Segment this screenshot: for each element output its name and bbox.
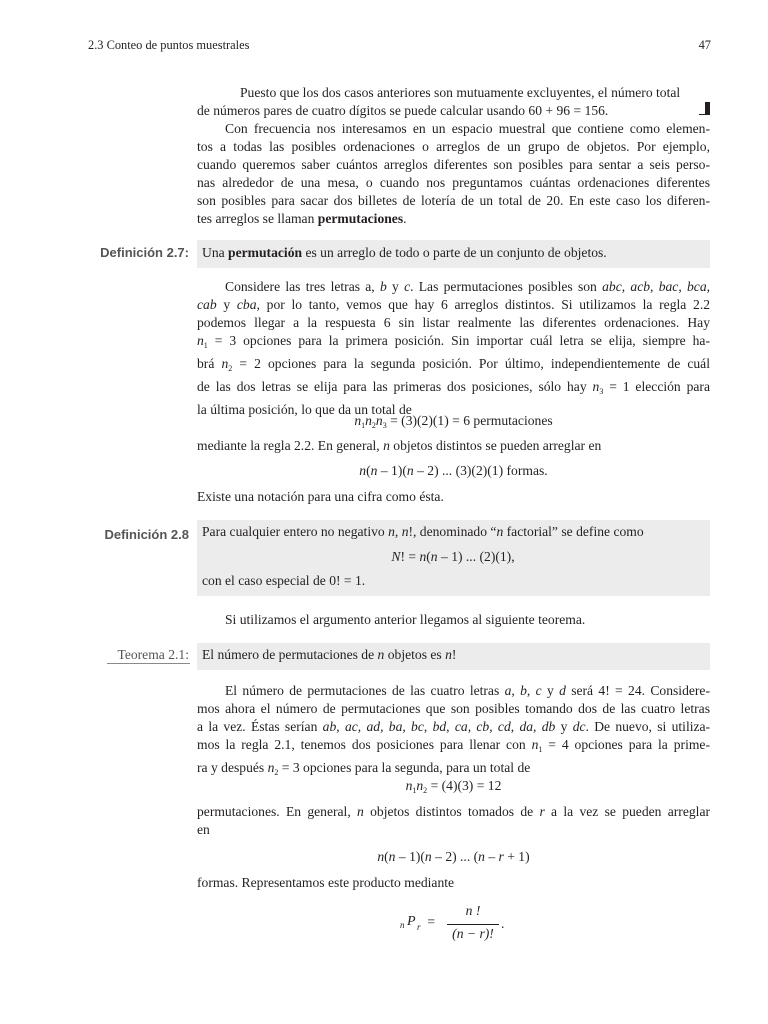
math-var: cd <box>497 719 511 734</box>
math-var: n <box>445 647 452 662</box>
math-var: c <box>404 279 411 294</box>
text-span: de las dos letras se elija para las primeras dos posiciones, sólo hay <box>197 379 593 394</box>
text-span: = (3)(2)(1) = 6 permutaciones <box>386 413 553 428</box>
paragraph-four-letters <box>197 682 710 782</box>
math-var: dc <box>572 719 586 734</box>
math-var: n <box>354 413 362 428</box>
qed-base <box>699 114 710 115</box>
math-var: n <box>416 778 424 793</box>
text-line <box>197 682 710 700</box>
text-line <box>197 210 710 228</box>
text-span: , <box>511 683 521 698</box>
subscript: 1 <box>361 421 366 430</box>
math-var: n <box>377 849 385 864</box>
math-var: db <box>541 719 556 734</box>
text-span: factorial” se define como <box>503 524 644 539</box>
paragraph-conclusion <box>197 84 710 120</box>
text-line: cuando queremos saber cuántos arreglos diferentes son posibles para sentar a seis perso- <box>197 157 710 172</box>
math-var: n <box>405 778 413 793</box>
text-span: , <box>380 719 389 734</box>
text-line <box>197 803 710 821</box>
subscript: 3 <box>382 421 387 430</box>
text-span: !, denominado “ <box>408 524 497 539</box>
math-var: n <box>424 849 432 864</box>
text-span: y <box>555 719 573 734</box>
text-span: y <box>541 683 560 698</box>
text-line: mos ahora el número de permutaciones que son posibles tomando dos de las cuatro letras <box>197 701 710 716</box>
period: . <box>501 916 505 931</box>
math-var: n <box>383 438 390 453</box>
equation-two-positions <box>197 777 710 800</box>
text-span: , <box>467 719 477 734</box>
math-var: cb <box>476 719 490 734</box>
fraction-numerator: n ! <box>465 903 481 918</box>
text-line: de números pares de cuatro dígitos se puede calcular usando 60 + 96 = 156. <box>197 103 609 118</box>
text-line: Puesto que los dos casos anteriores son mutuamente excluyentes, el número total <box>240 85 681 100</box>
subscript: 2 <box>423 786 428 795</box>
text-span: – 2) ... (3)(2)(1) formas. <box>413 463 548 478</box>
definition-box <box>197 520 710 596</box>
math-var: P <box>407 914 416 929</box>
math-var: n <box>496 524 504 539</box>
text-span: ra y después <box>197 760 268 775</box>
definition-box <box>197 240 710 268</box>
text-span: , <box>402 719 412 734</box>
equation-product <box>197 412 710 435</box>
math-var: n <box>375 413 383 428</box>
math-var: n <box>221 356 229 371</box>
math-var: ca <box>454 719 468 734</box>
text-line: Con frecuencia nos interesamos en un espacio muestral que contiene como elemen- <box>225 121 710 136</box>
text-span: , <box>489 719 498 734</box>
math-var: cba, <box>236 297 260 312</box>
text-span: y <box>386 279 405 294</box>
subscript: 2 <box>371 421 376 430</box>
fraction-denominator: (n − r)! <box>452 926 494 941</box>
text-span: , <box>423 719 433 734</box>
paragraph-represent <box>197 874 710 892</box>
equals-sign: = <box>424 914 439 929</box>
text-span: , <box>526 683 536 698</box>
text-line <box>197 296 710 314</box>
definition-label: Definición 2.8 <box>104 527 189 542</box>
math-var: ba <box>388 719 403 734</box>
text-span: brá <box>197 356 222 371</box>
definition-formula <box>202 549 704 565</box>
math-var: n <box>359 463 367 478</box>
text-span: – 1) ... (2)(1), <box>437 549 515 564</box>
fraction-bar <box>447 924 499 925</box>
text-line: nas alrededor de una mesa, o cuando nos preguntamos cuántas ordenaciones diferentes <box>197 175 710 190</box>
math-var: N <box>391 549 401 564</box>
text-span: será 4! = 24. Considere- <box>565 683 710 698</box>
text-span: , <box>446 719 455 734</box>
math-var: acb <box>630 279 651 294</box>
math-var: ab <box>322 719 337 734</box>
text-span: objetos es <box>384 647 446 662</box>
definition-special-case: con el caso especial de 0! = 1. <box>202 573 366 588</box>
text-span: = (4)(3) = 12 <box>427 778 502 793</box>
section-title: 2.3 Conteo de puntos muestrales <box>88 38 250 52</box>
paragraph-lead-in <box>197 611 710 629</box>
math-var: bd <box>432 719 447 734</box>
math-var: n <box>592 379 600 394</box>
paragraph-notation <box>197 488 710 506</box>
theorem-box <box>197 643 710 670</box>
text-span: . Las permutaciones posibles son <box>410 279 603 294</box>
text-span: ( <box>366 463 371 478</box>
text-span: ! <box>451 647 457 662</box>
equation-partial-product <box>197 848 710 866</box>
math-var: r <box>498 849 504 864</box>
subscript: 2 <box>228 364 233 373</box>
bold-term: permutación <box>228 245 303 260</box>
paragraph-r-at-a-time <box>197 803 710 839</box>
text-line: Si utilizamos el argumento anterior llegamos al siguiente teorema. <box>225 612 586 627</box>
text-span: , <box>510 719 520 734</box>
text-span: = 1 elección para <box>603 379 710 394</box>
math-var: b <box>379 279 387 294</box>
definition-label: Definición 2.7: <box>100 245 189 260</box>
math-var: n <box>365 413 372 428</box>
math-var: ad <box>366 719 381 734</box>
math-var: r <box>539 804 545 819</box>
text-span: ( <box>384 849 389 864</box>
theorem-label: Teorema 2.1: <box>117 647 189 662</box>
text-line <box>197 278 710 296</box>
text-span: . <box>403 211 407 226</box>
text-span: , <box>621 279 631 294</box>
text-span: por lo tanto, vemos que hay 6 arreglos distintos. Si utilizamos la regla 2.2 <box>259 297 711 312</box>
text-line: tos a todas las posibles ordenaciones o arreglos de un grupo de objetos. Por ejemplo, <box>197 139 710 154</box>
definition-text <box>202 524 704 540</box>
math-prefix-subscript: n <box>400 920 405 930</box>
math-var: n <box>388 849 396 864</box>
text-line <box>197 355 710 378</box>
math-var: c <box>535 683 542 698</box>
paragraph-permutations-intro <box>197 120 710 228</box>
math-var: n, n <box>388 524 409 539</box>
subscript: r <box>417 922 421 932</box>
text-span: , <box>706 279 711 294</box>
math-var: n <box>419 549 427 564</box>
text-span: Una <box>202 245 229 260</box>
math-var: da <box>519 719 534 734</box>
text-span: objetos distintos se pueden arreglar en <box>389 438 602 453</box>
text-line: Existe una notación para una cifra como ésta. <box>197 489 444 504</box>
subscript: 1 <box>203 341 208 350</box>
page-number: 47 <box>698 38 711 52</box>
math-var: n <box>197 333 204 348</box>
text-span: , <box>678 279 687 294</box>
definition-text <box>202 245 704 261</box>
math-var: d <box>559 683 566 698</box>
text-line: la última posición, lo que da un total de <box>197 402 412 417</box>
text-span: – <box>484 849 499 864</box>
text-span: , <box>357 719 367 734</box>
text-span: , <box>533 719 542 734</box>
text-span: objetos distintos tomados de <box>363 804 540 819</box>
math-var: abc <box>602 279 622 294</box>
text-span: , <box>650 279 659 294</box>
text-span: + 1) <box>503 849 530 864</box>
math-var: n <box>370 463 378 478</box>
text-span: , <box>336 719 345 734</box>
text-line: en <box>197 822 210 837</box>
math-var: n <box>267 760 275 775</box>
text-line: formas. Representamos este producto mediante <box>197 875 455 890</box>
text-span: tes arreglos se llaman <box>197 211 318 226</box>
math-var: b <box>520 683 527 698</box>
math-var: n <box>478 849 485 864</box>
theorem-text <box>202 647 704 663</box>
text-span: y <box>216 297 237 312</box>
subscript: 2 <box>274 768 279 777</box>
end-of-proof-mark <box>699 102 710 115</box>
text-span: ! = <box>400 549 420 564</box>
text-line <box>197 378 710 401</box>
text-line <box>197 736 710 759</box>
text-span: – 2) ... ( <box>431 849 479 864</box>
text-span: = 3 opciones para la segunda, para un total de <box>278 760 531 775</box>
math-var: bc <box>411 719 424 734</box>
text-span: = 3 opciones para la primera posición. Sin importar cuál letra se elija, siempre ha- <box>207 333 710 348</box>
math-var: n <box>406 463 414 478</box>
text-span: es un arreglo de todo o parte de un conjunto de objetos. <box>302 245 607 260</box>
math-var: ac <box>344 719 358 734</box>
subscript: 1 <box>412 786 417 795</box>
text-span: = 2 opciones para la segunda posición. Por último, independientemente de cuál <box>232 356 710 371</box>
text-span: permutaciones. En general, <box>197 804 358 819</box>
text-span: – 1)( <box>395 849 425 864</box>
paragraph-general <box>197 437 710 455</box>
math-var: n <box>357 804 364 819</box>
text-span: Considere las tres letras a, <box>225 279 380 294</box>
text-span: mos la regla 2.1, tenemos dos posiciones para llenar con <box>197 737 532 752</box>
text-span: El número de permutaciones de <box>202 647 378 662</box>
text-span: mediante la regla 2.2. En general, <box>197 438 384 453</box>
running-header <box>88 38 711 56</box>
paragraph-three-letters <box>197 278 710 419</box>
text-line <box>197 718 710 736</box>
text-span: a la vez. Éstas serían <box>197 719 323 734</box>
math-var: cab <box>197 297 217 312</box>
math-var: a <box>504 683 512 698</box>
theorem-label-underline <box>107 663 190 664</box>
math-var: bac <box>658 279 679 294</box>
text-span: ( <box>426 549 431 564</box>
text-line: podemos llegar a la respuesta 6 sin listar realmente las diferentes ordenaciones. Hay <box>197 315 710 330</box>
text-line <box>197 332 710 355</box>
math-var: n <box>531 737 539 752</box>
text-line <box>197 437 710 455</box>
text-span: Para cualquier entero no negativo <box>202 524 389 539</box>
text-span: El número de permutaciones de las cuatro letras <box>225 683 505 698</box>
equation-factorial-expansion <box>197 462 710 480</box>
subscript: 1 <box>538 745 543 754</box>
text-span: a la vez se pueden arreglar <box>544 804 711 819</box>
text-span: – 1)( <box>377 463 407 478</box>
math-var: n <box>430 549 438 564</box>
math-var: n <box>377 647 385 662</box>
bold-term: permutaciones <box>317 211 404 226</box>
equation-permutation-formula <box>400 903 520 947</box>
subscript: 3 <box>599 387 604 396</box>
math-var: bca <box>686 279 707 294</box>
text-span: . De nuevo, si utiliza- <box>585 719 711 734</box>
text-line: son posibles para sacar dos billetes de lotería de un total de 20. En este caso los diferen- <box>197 193 710 208</box>
text-span: = 4 opciones para la prime- <box>542 737 710 752</box>
